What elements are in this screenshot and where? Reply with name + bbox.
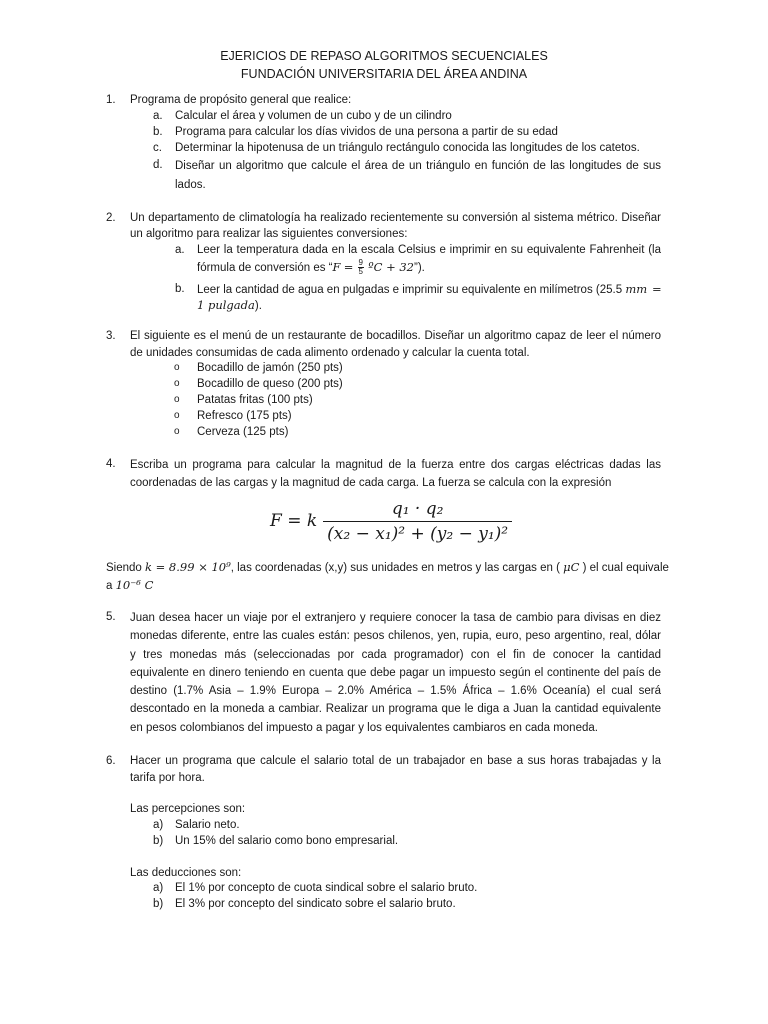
q1-item-d-text: Diseñar un algoritmo que calcule el área de un triángulo en función de las longitudes de sus lados.	[175, 160, 661, 191]
q2-item-b-label: b.	[175, 283, 185, 295]
q2-a-line2-post: ”).	[414, 262, 425, 274]
q1-item-b-label: b.	[153, 126, 163, 138]
bullet-icon: o	[174, 394, 180, 405]
formula-equals: =	[343, 260, 354, 274]
deduction-a-text: El 1% por concepto de cuota sindical sobre el salario bruto.	[175, 882, 478, 894]
menu-item: Cerveza (125 pts)	[197, 426, 289, 438]
q4-note-line2-pre: a	[106, 580, 116, 592]
unit-mm: mm	[625, 282, 648, 296]
force-formula	[270, 496, 512, 546]
deduction-b-label: b)	[153, 898, 164, 910]
q5-number: 5.	[106, 611, 116, 623]
menu-item: Patatas fritas (100 pts)	[197, 394, 313, 406]
q6-text: Hacer un programa que calcule el salario total de un trabajador en base a sus horas trabajadas y la tarifa por hora.	[130, 755, 661, 784]
constant-k: k = 8.99 × 10⁹	[145, 560, 231, 574]
fraction-denominator: 5	[358, 267, 363, 277]
q4-note-line1	[106, 559, 669, 576]
perception-a-label: a)	[153, 819, 164, 831]
q2-text: Un departamento de climatología ha realizado recientemente su conversión al sistema métrico. Diseñar un algoritmo para realizar las siguientes conversiones:	[130, 212, 661, 240]
q1-item-a-text: Calcular el área y volumen de un cubo y de un cilindro	[175, 110, 452, 122]
q5-text: Juan desea hacer un viaje por el extranjero y requiere conocer la tasa de cambio para divisas en diez monedas diferente, entre las cuales están: pesos chilenos, yen, rupia, euro, peso argentino, real, dólar y tres monedas más (seleccionadas por cada programador) con el fin de conocer la cantidad equivalente en dinero teniendo en cuenta que debe pagar un impuesto según el continente del país de destino (1.7% Asia – 1.9% Europa – 2.0% América – 1.5% África – 1.6% Oceanía) el cual será descontado en la moneda a cambiar. Realizar un programa que le diga a Juan la cantidad equivalente en pesos colombianos del impuesto a pagar y los equivalentes cambiaros en cada moneda.	[130, 612, 661, 734]
menu-item: Bocadillo de jamón (250 pts)	[197, 362, 343, 374]
q2-a-line2-pre: fórmula de conversión es “	[197, 262, 333, 274]
q4-note-post: ) el cual equivale	[579, 562, 669, 574]
bullet-icon: o	[174, 362, 180, 373]
deduction-a-label: a)	[153, 882, 164, 894]
unit-pulgada: 1 pulgada	[197, 298, 255, 312]
q1-item-d-label: d.	[153, 159, 163, 171]
formula-fraction	[323, 499, 512, 544]
q2-item-a-label: a.	[175, 244, 185, 256]
q6-number: 6.	[106, 755, 116, 767]
q1-item-c-text: Determinar la hipotenusa de un triángulo rectángulo conocida las longitudes de los catetos.	[175, 142, 640, 154]
bullet-icon: o	[174, 410, 180, 421]
q1-number: 1.	[106, 94, 116, 106]
q4-note-pre: Siendo	[106, 562, 146, 574]
q1-text: Programa de propósito general que realice:	[130, 94, 352, 106]
unit-conversion: 10⁻⁶ C	[115, 578, 154, 592]
bullet-icon: o	[174, 426, 180, 437]
q4-text: Escriba un programa para calcular la magnitud de la fuerza entre dos cargas eléctricas dadas las coordenadas de las cargas y la magnitud de cada carga. La fuerza se calcula con la expresión	[130, 459, 661, 489]
q2-item-a-line2	[197, 259, 425, 276]
formula-denominator: (x₂ − x₁)² + (y₂ − y₁)²	[323, 521, 512, 544]
formula-f: F	[332, 260, 341, 274]
q2-b-close: ).	[254, 300, 262, 312]
deductions-title: Las deducciones son:	[130, 867, 242, 879]
q1-item-c-label: c.	[153, 142, 162, 154]
formula-rest: ºC + 32	[368, 260, 414, 274]
q2-item-b-line1	[197, 281, 647, 298]
perception-b-text: Un 15% del salario como bono empresarial.	[175, 835, 399, 847]
q2-item-b-line2	[197, 297, 262, 314]
q4-note-mid: , las coordenadas (x,y) sus unidades en metros y las cargas en (	[230, 562, 564, 574]
document-title: EJERICIOS DE REPASO ALGORITMOS SECUENCIALES	[220, 49, 548, 63]
formula-lhs: F = k	[270, 511, 318, 531]
bullet-icon: o	[174, 378, 180, 389]
fraction-9-5	[358, 259, 364, 276]
formula-numerator: q₁ · q₂	[391, 498, 444, 519]
q1-item-b-text: Programa para calcular los días vividos de una persona a partir de su edad	[175, 126, 558, 138]
unit-microcoulomb: μC	[563, 560, 580, 574]
q4-number: 4.	[106, 458, 116, 470]
q2-number: 2.	[106, 212, 116, 224]
q4-note-line2	[106, 577, 153, 594]
menu-item: Bocadillo de queso (200 pts)	[197, 378, 343, 390]
fraction-numerator: 9	[358, 258, 363, 268]
document-subtitle: FUNDACIÓN UNIVERSITARIA DEL ÁREA ANDINA	[240, 67, 528, 81]
q3-number: 3.	[106, 330, 116, 342]
q1-item-a-label: a.	[153, 110, 163, 122]
menu-item: Refresco (175 pts)	[197, 410, 292, 422]
q2-item-a-line1: Leer la temperatura dada en la escala Celsius e imprimir en su equivalente Fahrenheit (la	[197, 244, 661, 256]
q2-b-line1-text: Leer la cantidad de agua en pulgadas e imprimir su equivalente en milímetros (25.5	[197, 284, 623, 296]
perception-b-label: b)	[153, 835, 164, 847]
perception-a-text: Salario neto.	[175, 819, 240, 831]
q3-text: El siguiente es el menú de un restaurante de bocadillos. Diseñar un algoritmo capaz de leer el número de unidades consumidas de cada alimento ordenado y calcular la cuenta total.	[130, 330, 661, 359]
perceptions-title: Las percepciones son:	[130, 803, 246, 815]
q2-b-equals: =	[652, 282, 662, 296]
deduction-b-text: El 3% por concepto del sindicato sobre el salario bruto.	[175, 898, 456, 910]
